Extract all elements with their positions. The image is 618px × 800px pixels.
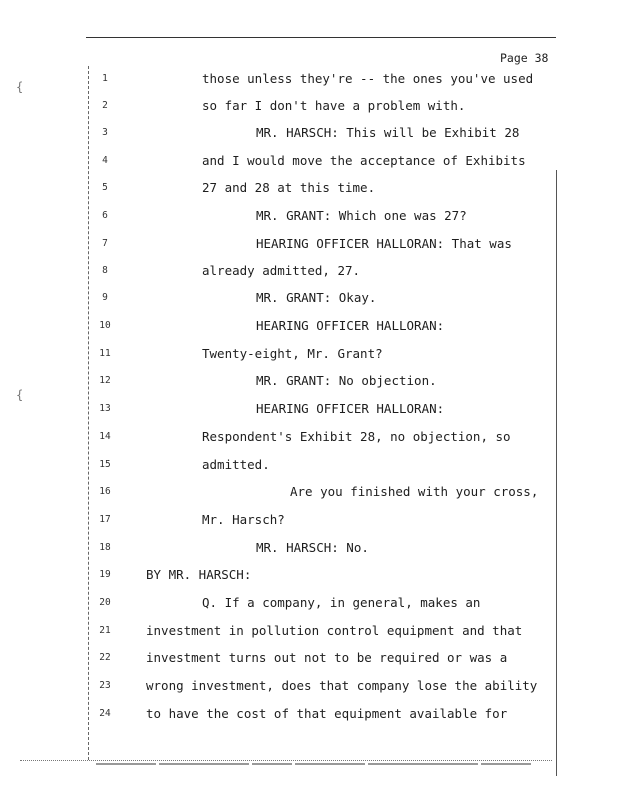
transcript-line: Are you finished with your cross, [290, 484, 539, 499]
transcript-line: admitted. [202, 457, 270, 472]
line-number: 21 [99, 625, 111, 636]
line-number: 16 [99, 486, 111, 497]
line-number: 17 [99, 514, 111, 525]
transcript-line: to have the cost of that equipment available for [146, 706, 508, 721]
right-margin-rule [556, 170, 557, 776]
transcript-line: MR. HARSCH: No. [256, 540, 369, 555]
transcript-line: BY MR. HARSCH: [146, 567, 252, 582]
line-number: 20 [99, 597, 111, 608]
page-number: Page 38 [500, 51, 549, 65]
left-margin-rule [88, 66, 89, 760]
transcript-line: investment in pollution control equipment and that [146, 623, 523, 638]
transcript-line: Mr. Harsch? [202, 512, 285, 527]
transcript-line: MR. GRANT: Okay. [256, 290, 377, 305]
transcript-line: wrong investment, does that company lose the ability [146, 678, 538, 693]
transcript-line: so far I don't have a problem with. [202, 98, 466, 113]
transcript-line: those unless they're -- the ones you've used [202, 71, 534, 86]
transcript-line: Twenty-eight, Mr. Grant? [202, 346, 383, 361]
line-number: 1 [102, 73, 108, 84]
line-number: 3 [102, 127, 108, 138]
line-number: 2 [102, 100, 108, 111]
transcript-line: HEARING OFFICER HALLORAN: [256, 401, 445, 416]
transcript-line: MR. HARSCH: This will be Exhibit 28 [256, 125, 520, 140]
line-number: 23 [99, 680, 111, 691]
line-number: 9 [102, 292, 108, 303]
line-number: 22 [99, 652, 111, 663]
line-number: 4 [102, 155, 108, 166]
line-number: 8 [102, 265, 108, 276]
transcript-line: 27 and 28 at this time. [202, 180, 376, 195]
line-number: 15 [99, 459, 111, 470]
line-number: 6 [102, 210, 108, 221]
margin-bracket-icon: { [16, 388, 24, 402]
line-number: 13 [99, 403, 111, 414]
transcript-line: Q. If a company, in general, makes an [202, 595, 481, 610]
margin-bracket-icon: { [16, 80, 24, 94]
line-number: 10 [99, 320, 111, 331]
line-number: 24 [99, 708, 111, 719]
transcript-line: Respondent's Exhibit 28, no objection, so [202, 429, 511, 444]
line-number: 5 [102, 182, 108, 193]
top-rule [86, 37, 556, 38]
line-number: 14 [99, 431, 111, 442]
transcript-line: MR. GRANT: No objection. [256, 373, 437, 388]
line-number: 18 [99, 542, 111, 553]
line-number: 12 [99, 375, 111, 386]
transcript-line: HEARING OFFICER HALLORAN: That was [256, 236, 512, 251]
line-number: 11 [99, 348, 111, 359]
transcript-line: and I would move the acceptance of Exhibits [202, 153, 526, 168]
transcript-line: MR. GRANT: Which one was 27? [256, 208, 467, 223]
footer-scan-artifact [96, 761, 546, 767]
transcript-line: already admitted, 27. [202, 263, 361, 278]
transcript-line: HEARING OFFICER HALLORAN: [256, 318, 445, 333]
line-number: 7 [102, 238, 108, 249]
transcript-line: investment turns out not to be required or was a [146, 650, 508, 665]
line-number: 19 [99, 569, 111, 580]
